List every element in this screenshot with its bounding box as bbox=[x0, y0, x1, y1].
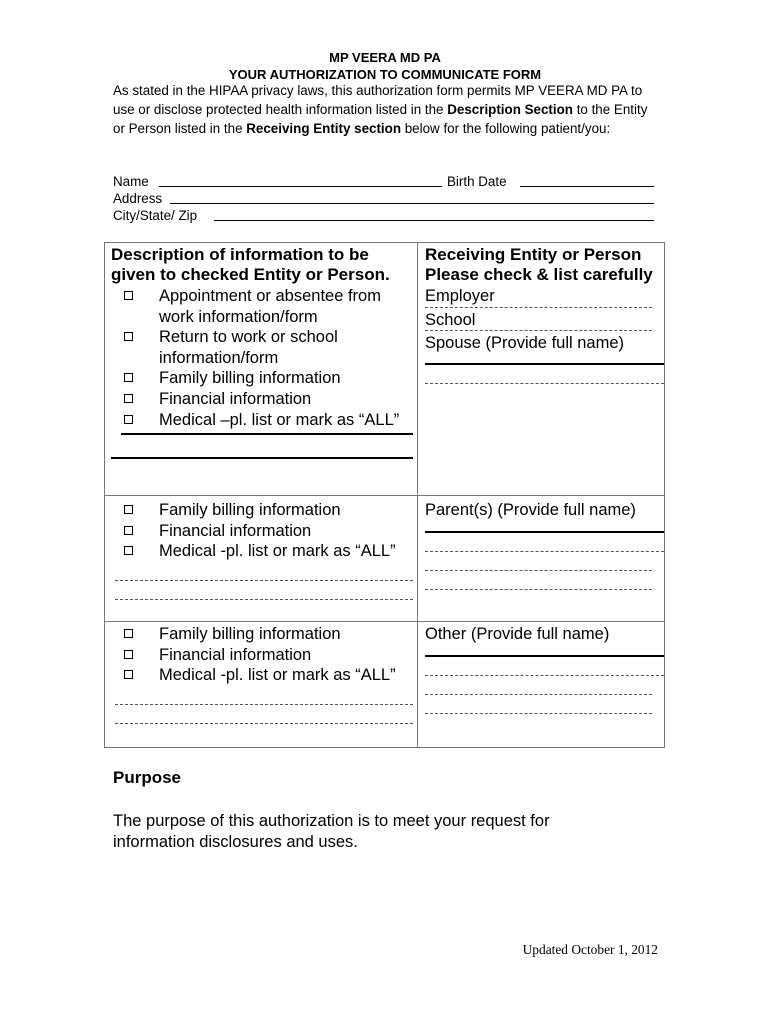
option-family-billing: Family billing information bbox=[111, 368, 417, 389]
birth-date-field[interactable] bbox=[520, 186, 654, 187]
medical-list-line[interactable] bbox=[115, 599, 413, 600]
checkbox[interactable] bbox=[124, 526, 133, 535]
receiving-header-1: Receiving Entity or Person bbox=[425, 245, 642, 264]
spouse-name-line[interactable] bbox=[425, 383, 664, 384]
updated-date: Updated October 1, 2012 bbox=[522, 942, 658, 957]
parent-name-line[interactable] bbox=[425, 531, 664, 533]
option-financial: Financial information bbox=[111, 645, 417, 666]
checkbox[interactable] bbox=[124, 415, 133, 424]
checkbox[interactable] bbox=[124, 629, 133, 638]
other-name-line[interactable] bbox=[425, 655, 664, 657]
option-financial: Financial information bbox=[111, 389, 417, 410]
checkbox[interactable] bbox=[124, 670, 133, 679]
checkbox[interactable] bbox=[124, 505, 133, 514]
medical-list-line[interactable] bbox=[115, 723, 413, 724]
option-financial: Financial information bbox=[111, 521, 417, 542]
description-header-1: Description of information to be bbox=[111, 245, 369, 264]
address-label: Address bbox=[113, 191, 163, 206]
parent-name-line[interactable] bbox=[425, 570, 652, 571]
table-row bbox=[105, 496, 665, 622]
intro-paragraph: As stated in the HIPAA privacy laws, this authorization form permits MP VEERA MD PA to use or disclose protected health information listed in the Description Section to the Entity or Person listed in the Receiving Entity section below for the following patient/you: bbox=[113, 83, 648, 136]
option-medical: Medical -pl. list or mark as “ALL” bbox=[111, 665, 417, 686]
table-row bbox=[105, 243, 665, 496]
description-column bbox=[105, 496, 418, 622]
name-field[interactable] bbox=[159, 186, 442, 187]
receiving-header-2: Please check & list carefully bbox=[425, 265, 653, 284]
address-field[interactable] bbox=[170, 203, 654, 204]
checkbox[interactable] bbox=[124, 373, 133, 382]
medical-list-line[interactable] bbox=[115, 580, 413, 581]
medical-list-line[interactable] bbox=[121, 433, 413, 435]
entity-other: Other (Provide full name) bbox=[425, 625, 610, 643]
practice-name: MP VEERA MD PA bbox=[329, 50, 441, 65]
other-name-line[interactable] bbox=[425, 694, 652, 695]
authorization-table bbox=[104, 242, 665, 748]
checkbox[interactable] bbox=[124, 291, 133, 300]
school-name-line[interactable] bbox=[425, 330, 652, 331]
medical-list-line[interactable] bbox=[111, 457, 413, 459]
purpose-heading: Purpose bbox=[113, 768, 182, 787]
checkbox[interactable] bbox=[124, 650, 133, 659]
entity-school: School bbox=[425, 310, 476, 329]
description-header-2: given to checked Entity or Person. bbox=[111, 265, 390, 284]
entity-spouse: Spouse (Provide full name) bbox=[425, 334, 625, 353]
entity-parents: Parent(s) (Provide full name) bbox=[425, 501, 636, 519]
spouse-name-line[interactable] bbox=[425, 363, 664, 365]
medical-list-line[interactable] bbox=[115, 704, 413, 705]
parent-name-line[interactable] bbox=[425, 589, 652, 590]
name-label: Name bbox=[113, 174, 149, 189]
city-state-zip-label: City/State/ Zip bbox=[113, 208, 198, 223]
description-column bbox=[105, 622, 418, 748]
purpose-text: The purpose of this authorization is to meet your request for information disclosures and uses. bbox=[113, 812, 550, 851]
receiving-column bbox=[418, 496, 665, 622]
checkbox[interactable] bbox=[124, 394, 133, 403]
option-medical: Medical -pl. list or mark as “ALL” bbox=[111, 541, 417, 562]
option-appointment: Appointment or absentee from work information/form bbox=[111, 286, 417, 327]
option-family-billing: Family billing information bbox=[111, 500, 417, 521]
birth-date-label: Birth Date bbox=[447, 174, 507, 189]
parent-name-line[interactable] bbox=[425, 551, 664, 552]
entity-employer: Employer bbox=[425, 287, 495, 305]
other-name-line[interactable] bbox=[425, 675, 664, 676]
receiving-column bbox=[418, 622, 665, 748]
employer-name-line[interactable] bbox=[425, 307, 652, 308]
option-return-to-work: Return to work or school information/form bbox=[111, 327, 417, 368]
checkbox[interactable] bbox=[124, 332, 133, 341]
table-row bbox=[105, 622, 665, 748]
option-family-billing: Family billing information bbox=[111, 624, 417, 645]
description-column bbox=[105, 243, 418, 496]
option-medical: Medical –pl. list or mark as “ALL” bbox=[111, 410, 417, 431]
form-title: YOUR AUTHORIZATION TO COMMUNICATE FORM bbox=[228, 67, 542, 82]
receiving-column bbox=[418, 243, 665, 496]
checkbox[interactable] bbox=[124, 546, 133, 555]
other-name-line[interactable] bbox=[425, 713, 652, 714]
city-state-zip-field[interactable] bbox=[214, 220, 654, 221]
